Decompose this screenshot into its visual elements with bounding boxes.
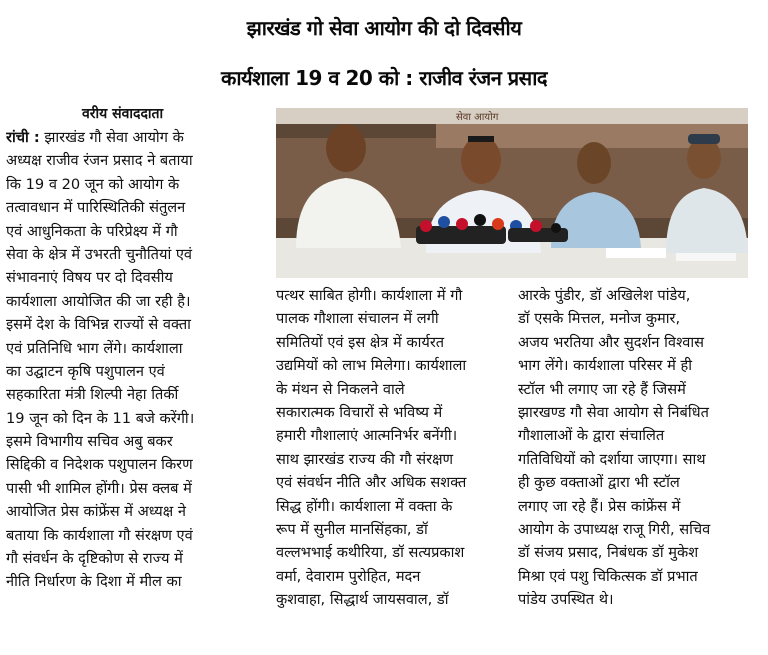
article-line: आरके पुंडीर, डॉ अखिलेश पांडेय, — [518, 287, 691, 304]
article-line: सकारात्मक विचारों से भविष्य में — [276, 403, 443, 421]
dateline: रांची : — [6, 129, 40, 146]
article-line: बताया कि कार्यशाला गौ संरक्षण एवं — [6, 526, 193, 544]
headline-line-2: कार्यशाला 19 व 20 को : राजीव रंजन प्रसाद — [220, 66, 547, 90]
article-line: नीति निर्धारण के दिशा में मील का — [6, 573, 182, 591]
article-line: सिद्ध होंगी। कार्यशाला में वक्ता के — [276, 497, 453, 515]
article-line: कि 19 व 20 जून को आयोग के — [6, 175, 180, 193]
article-line: इसमे विभागीय सचिव अबु बकर — [6, 433, 173, 451]
article-line: गौ संवर्धन के दृष्टिकोण से राज्य में — [6, 550, 183, 568]
headline-line-1: झारखंड गो सेवा आयोग की दो दिवसीय — [246, 16, 522, 40]
byline: वरीय संवाददाता — [82, 106, 164, 122]
article-line: सिद्दिकी व निदेशक पशुपालन किरण — [6, 456, 193, 474]
article-line: समितियों एवं इस क्षेत्र में कार्यरत — [276, 333, 445, 351]
article-line: एवं आधुनिकता के परिप्रेक्ष्य में गौ — [6, 222, 178, 240]
article-line: आयोजित प्रेस कांफ्रेंस में अध्यक्ष ने — [6, 503, 186, 521]
article-line: सेवा के क्षेत्र में उभरती चुनौतियां एवं — [6, 245, 193, 263]
article-line: अध्यक्ष राजीव रंजन प्रसाद ने बताया — [6, 152, 193, 170]
article-column-2 — [276, 284, 508, 611]
article-line: तत्वावधान में पारिस्थितिकी संतुलन — [6, 199, 186, 217]
article-line: रूप में सुनील मानसिंहका, डॉ — [276, 520, 428, 538]
article-line: डॉ संजय प्रसाद, निबंधक डॉ मुकेश — [518, 544, 699, 562]
article-line: 19 जून को दिन के 11 बजे करेंगी। — [6, 409, 195, 427]
article-line: कार्यशाला आयोजित की जा रही है। — [6, 292, 191, 310]
article-line: हमारी गौशालाएं आत्मनिर्भर बनेंगी। — [276, 427, 458, 445]
article-line: पासी भी शामिल होंगी। प्रेस क्लब में — [6, 479, 192, 497]
article-line: उद्यमियों को लाभ मिलेगा। कार्यशाला — [276, 357, 467, 375]
article-line — [6, 126, 268, 149]
article-line: के मंथन से निकलने वाले — [276, 380, 405, 398]
photo-banner — [276, 108, 748, 124]
article-line: वर्मा, देवाराम पुरोहित, मदन — [276, 567, 421, 585]
article-line: एवं प्रतिनिधि भाग लेंगे। कार्यशाला — [6, 339, 183, 357]
article-line: ही कुछ वक्ताओं द्वारा भी स्टॉल — [518, 474, 680, 492]
article-line: पत्थर साबित होगी। कार्यशाला में गौ — [276, 287, 463, 304]
photo-illustration — [276, 108, 748, 278]
article-line: गौशालाओं के द्वारा संचालित — [518, 427, 665, 445]
article-column-1 — [6, 126, 268, 594]
article-line: पांडेय उपस्थित थे। — [518, 591, 614, 609]
article-line: पालक गौशाला संचालन में लगी — [276, 310, 439, 328]
article-line: मिश्रा एवं पशु चिकित्सक डॉ प्रभात — [518, 567, 698, 585]
article-line: डॉ एसके मित्तल, मनोज कुमार, — [518, 310, 681, 328]
press-conference-photo — [276, 108, 748, 278]
article-line: का उद्घाटन कृषि पशुपालन एवं — [6, 362, 165, 380]
article-line: भाग लेंगे। कार्यशाला परिसर में ही — [518, 357, 693, 375]
article-line: इसमें देश के विभिन्न राज्यों से वक्ता — [6, 316, 191, 334]
article-line: अजय भरतिया और सुदर्शन विश्वास — [518, 333, 704, 351]
article-column-3 — [518, 284, 762, 611]
article-line: साथ झारखंड राज्य की गौ संरक्षण — [276, 450, 454, 468]
article-line: संभावनाएं विषय पर दो दिवसीय — [6, 269, 173, 287]
article-line: वल्लभभाई कथीरिया, डॉ सत्यप्रकाश — [276, 544, 465, 562]
article-line: सहकारिता मंत्री शिल्पी नेहा तिर्की — [6, 386, 179, 404]
article-line: लगाए जा रहे हैं। प्रेस कांफ्रेंस में — [518, 497, 681, 515]
article-line: आयोग के उपाध्यक्ष राजू गिरी, सचिव — [518, 520, 711, 538]
article-text: झारखंड गौ सेवा आयोग के — [39, 129, 184, 146]
article-line: एवं संवर्धन नीति और अधिक सशक्त — [276, 474, 467, 492]
article-line: झारखण्ड गौ सेवा आयोग से निबंधित — [518, 403, 709, 421]
article-line: स्टॉल भी लगाए जा रहे हैं जिसमें — [518, 380, 686, 398]
article-line: गतिविधियों को दर्शाया जाएगा। साथ — [518, 450, 706, 468]
photo-banner-text: सेवा आयोग — [456, 112, 499, 123]
article-line: कुशवाहा, सिद्धार्थ जायसवाल, डॉ — [276, 591, 449, 609]
